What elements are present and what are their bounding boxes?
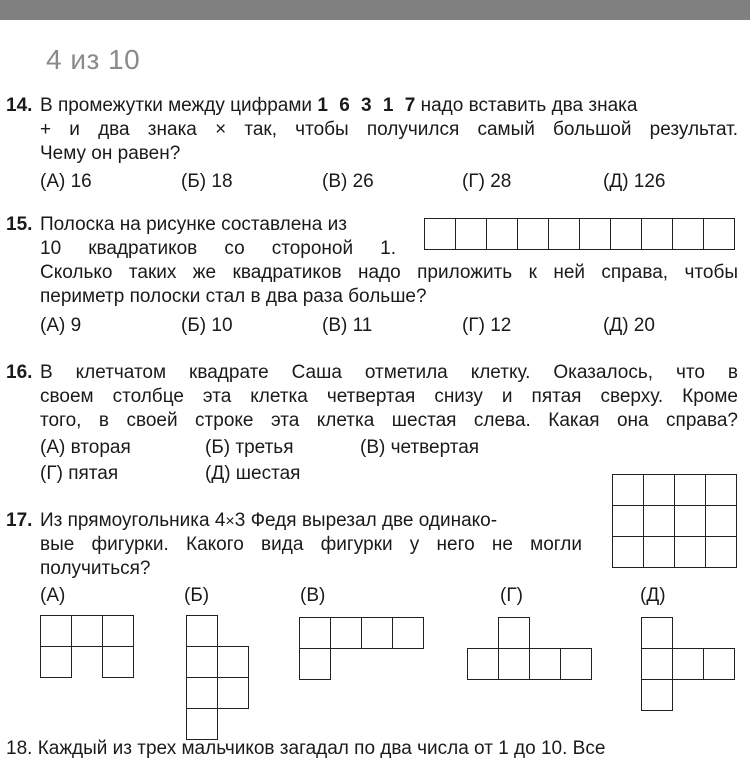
q15-option-c[interactable]: (В) 11 xyxy=(322,315,373,336)
grid-cell xyxy=(102,615,134,647)
grid-cell xyxy=(40,646,72,678)
grid-cell xyxy=(486,218,518,250)
q16-line1 xyxy=(6,361,738,385)
q15-number: 15. xyxy=(6,214,33,235)
grid-cell xyxy=(498,648,530,680)
grid-cell xyxy=(703,218,735,250)
q14-digits: 1 6 3 1 7 xyxy=(317,95,416,116)
q14-text-b: надо вставить два знака xyxy=(420,95,638,116)
q14-option-d[interactable]: (Г) 28 xyxy=(462,171,512,192)
q15-strip-figure xyxy=(424,218,737,249)
grid-cell xyxy=(641,617,673,649)
grid-cell xyxy=(186,708,218,740)
q17-line1 xyxy=(6,509,497,534)
q17-text-a: Из прямоугольника 4 xyxy=(40,510,226,531)
q15-option-d[interactable]: (Г) 12 xyxy=(462,315,512,336)
q17-figure-label-b: (Б) xyxy=(184,585,210,606)
q17-line3: получиться? xyxy=(40,558,151,579)
grid-cell xyxy=(424,218,456,250)
grid-cell xyxy=(612,536,644,568)
q15-line1 xyxy=(6,213,347,237)
grid-cell xyxy=(40,615,72,647)
q14-line3: Чему он равен? xyxy=(40,143,181,164)
grid-cell xyxy=(579,218,611,250)
grid-cell xyxy=(102,646,134,678)
grid-cell xyxy=(643,536,675,568)
grid-cell xyxy=(674,536,706,568)
q17-line2: вые фигурки. Какого вида фигурки у него не могли xyxy=(40,534,582,555)
grid-cell xyxy=(643,474,675,506)
grid-cell xyxy=(560,648,592,680)
q14-number: 14. xyxy=(6,95,33,116)
q16-option-d[interactable]: (Г) пятая xyxy=(40,463,119,484)
grid-cell xyxy=(517,218,549,250)
grid-cell xyxy=(672,218,704,250)
grid-cell xyxy=(186,615,218,647)
grid-cell xyxy=(705,474,737,506)
grid-cell xyxy=(392,617,424,649)
q14-text-a: В промежутки между цифрами xyxy=(40,95,313,116)
q17-figure-label-e: (Д) xyxy=(640,585,666,606)
grid-cell xyxy=(498,617,530,649)
grid-cell xyxy=(299,617,331,649)
q15-option-b[interactable]: (Б) 10 xyxy=(181,315,233,336)
grid-cell xyxy=(548,218,580,250)
q17-figure-label-d: (Г) xyxy=(500,585,523,606)
q15-line4: периметр полоски стал в два раза больше? xyxy=(40,286,427,307)
q16-line3: того, в своей строке эта клетка шестая слева. Какая она справа? xyxy=(40,410,738,431)
grid-cell xyxy=(467,648,499,680)
q15-line2: 10 квадратиков со стороной 1. xyxy=(40,238,396,259)
q16-text-line1: В клетчатом квадрате Саша отметила клетку. Оказалось, что в xyxy=(40,362,738,383)
grid-cell xyxy=(186,646,218,678)
q17-rectangle-4x3 xyxy=(612,474,738,568)
grid-cell xyxy=(672,648,704,680)
grid-cell xyxy=(529,648,561,680)
q18-partial-line: 18. Каждый из трех мальчиков загадал по два числа от 1 до 10. Все xyxy=(6,738,606,759)
grid-cell xyxy=(455,218,487,250)
q16-option-c[interactable]: (В) четвертая xyxy=(360,437,480,458)
q16-line2: своем столбце эта клетка четвертая снизу и пятая сверху. Кроме xyxy=(40,386,738,407)
q17-figure-label-c: (В) xyxy=(300,585,326,606)
grid-cell xyxy=(612,474,644,506)
q16-option-a[interactable]: (А) вторая xyxy=(40,437,131,458)
q17-figure-label-a: (А) xyxy=(40,585,66,606)
grid-cell xyxy=(674,505,706,537)
q14-option-e[interactable]: (Д) 126 xyxy=(603,171,666,192)
q17-text-b: 3 Федя вырезал две одинако- xyxy=(234,510,498,531)
q15-line3: Сколько таких же квадратиков надо приложить к ней справа, чтобы xyxy=(40,262,738,283)
q16-number: 16. xyxy=(6,362,33,383)
top-bar xyxy=(0,0,750,20)
q15-option-a[interactable]: (А) 9 xyxy=(40,315,82,336)
grid-cell xyxy=(674,474,706,506)
q14-line1 xyxy=(6,94,637,118)
grid-cell xyxy=(217,646,249,678)
grid-cell xyxy=(641,679,673,711)
page-counter: 4 из 10 xyxy=(46,44,141,75)
grid-cell xyxy=(612,505,644,537)
q14-option-c[interactable]: (В) 26 xyxy=(322,171,374,192)
q14-option-a[interactable]: (А) 16 xyxy=(40,171,92,192)
grid-cell xyxy=(330,617,362,649)
grid-cell xyxy=(705,505,737,537)
q15-text-line1: Полоска на рисунке составлена из xyxy=(40,214,347,235)
grid-cell xyxy=(705,536,737,568)
q17-number: 17. xyxy=(6,510,33,531)
grid-cell xyxy=(610,218,642,250)
grid-cell xyxy=(641,648,673,680)
q15-option-e[interactable]: (Д) 20 xyxy=(603,315,655,336)
q17-times-sign: × xyxy=(225,513,235,530)
grid-cell xyxy=(217,677,249,709)
grid-cell xyxy=(643,505,675,537)
grid-cell xyxy=(299,648,331,680)
q14-option-b[interactable]: (Б) 18 xyxy=(181,171,233,192)
q16-option-e[interactable]: (Д) шестая xyxy=(205,463,301,484)
q16-option-b[interactable]: (Б) третья xyxy=(205,437,294,458)
grid-cell xyxy=(641,218,673,250)
grid-cell xyxy=(361,617,393,649)
q14-line2: + и два знака × так, чтобы получился самый большой результат. xyxy=(40,119,738,140)
grid-cell xyxy=(71,615,103,647)
grid-cell xyxy=(186,677,218,709)
grid-cell xyxy=(703,648,735,680)
